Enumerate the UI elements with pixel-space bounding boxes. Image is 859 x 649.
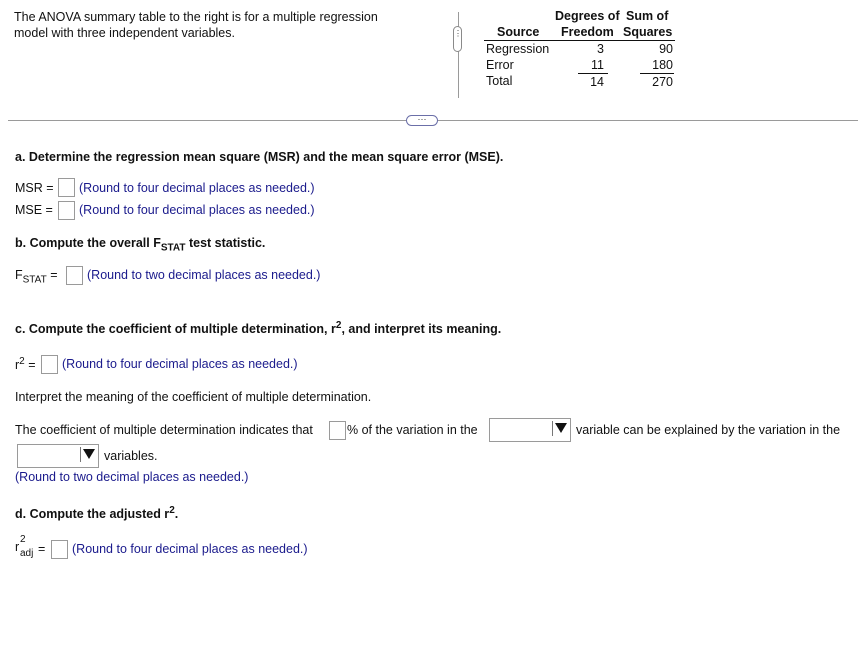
part-b-prompt-main: b. Compute the overall F	[15, 236, 161, 250]
fstat-input[interactable]	[66, 266, 83, 285]
vertical-resize-handle[interactable]: ⋮	[453, 26, 462, 52]
r2-round-note: (Round to four decimal places as needed.)	[62, 357, 298, 371]
r2-adj-label-main: r	[15, 540, 20, 554]
dropdown-arrow-icon	[555, 423, 567, 433]
row-source: Total	[486, 74, 513, 88]
msr-label: MSR =	[15, 181, 54, 195]
part-d-prompt	[15, 505, 178, 521]
r2-adj-label-sup: 2	[20, 534, 26, 545]
fstat-label-sub: STAT	[22, 274, 47, 286]
dependent-variable-dropdown[interactable]	[489, 418, 571, 442]
percent-input[interactable]	[329, 421, 346, 440]
interpret-text-3: variable can be explained by the variation in the	[576, 423, 841, 437]
fstat-label	[15, 268, 58, 286]
interpret-text-2: % of the variation in the	[347, 423, 478, 437]
header-underline	[484, 40, 675, 41]
header-ss-top: Sum of	[626, 9, 669, 23]
part-c-prompt	[15, 320, 501, 336]
percent-round-note: (Round to two decimal places as needed.)	[15, 470, 249, 484]
dropdown-arrow-icon	[83, 449, 95, 459]
df-sum-line	[578, 73, 608, 74]
part-c-prompt-post: , and interpret its meaning.	[341, 322, 502, 337]
part-d-prompt-main: d. Compute the adjusted r	[15, 507, 170, 522]
msr-input[interactable]	[58, 178, 75, 197]
r2-label-main: r	[15, 358, 20, 373]
part-b-prompt-sub: STAT	[160, 242, 186, 254]
ss-sum-line	[640, 73, 674, 74]
r2-label-eq: =	[24, 358, 36, 373]
part-c-prompt-main: c. Compute the coefficient of multiple determination, r	[15, 322, 336, 337]
msr-round-note: (Round to four decimal places as needed.)	[79, 181, 315, 195]
part-d-prompt-sup: 2	[169, 505, 175, 516]
row-df: 14	[590, 75, 604, 89]
row-source: Error	[486, 58, 514, 72]
row-source: Regression	[486, 42, 550, 56]
r2-label-sup: 2	[19, 356, 25, 367]
horizontal-resize-handle[interactable]: ···	[406, 115, 438, 126]
header-df-top: Degrees of	[555, 9, 620, 23]
fstat-label-eq: =	[46, 268, 58, 282]
part-c-prompt-sup: 2	[335, 320, 342, 331]
dropdown-separator	[80, 447, 81, 462]
row-df: 3	[597, 42, 604, 56]
mse-input[interactable]	[58, 201, 75, 220]
header-ss-bottom: Squares	[623, 25, 673, 39]
row-ss: 180	[652, 58, 673, 72]
part-a-prompt: a. Determine the regression mean square (MSR) and the mean square error (MSE).	[15, 150, 504, 164]
intro-text: The ANOVA summary table to the right is for a multiple regression model with three independent variables.	[14, 10, 378, 40]
r2-label	[15, 356, 36, 372]
part-b-prompt-post: test statistic.	[185, 236, 266, 250]
mse-label: MSE =	[15, 203, 53, 217]
r2-input[interactable]	[41, 355, 58, 374]
row-df: 11	[591, 58, 604, 72]
part-d-prompt-post: .	[174, 507, 179, 522]
interpret-text-1: The coefficient of multiple determination indicates that	[15, 423, 313, 437]
interpret-text-4: variables.	[104, 449, 158, 463]
r2-adj-input[interactable]	[51, 540, 68, 559]
part-b-prompt	[15, 236, 265, 254]
header-df-bottom: Freedom	[561, 25, 614, 39]
fstat-round-note: (Round to two decimal places as needed.)	[87, 268, 321, 282]
r2-adj-label-eq: =	[38, 542, 46, 556]
independent-variables-dropdown[interactable]	[17, 444, 99, 468]
r2-adj-label-sub: adj	[20, 548, 34, 559]
header-source: Source	[497, 25, 540, 39]
r2-adj-round-note: (Round to four decimal places as needed.)	[72, 542, 308, 556]
dropdown-separator	[552, 421, 553, 436]
row-ss: 90	[659, 42, 673, 56]
mse-round-note: (Round to four decimal places as needed.)	[79, 203, 315, 217]
row-ss: 270	[652, 75, 673, 89]
fstat-label-main: F	[15, 268, 23, 282]
vertical-divider	[458, 12, 459, 98]
interpret-heading: Interpret the meaning of the coefficient of multiple determination.	[15, 390, 372, 404]
